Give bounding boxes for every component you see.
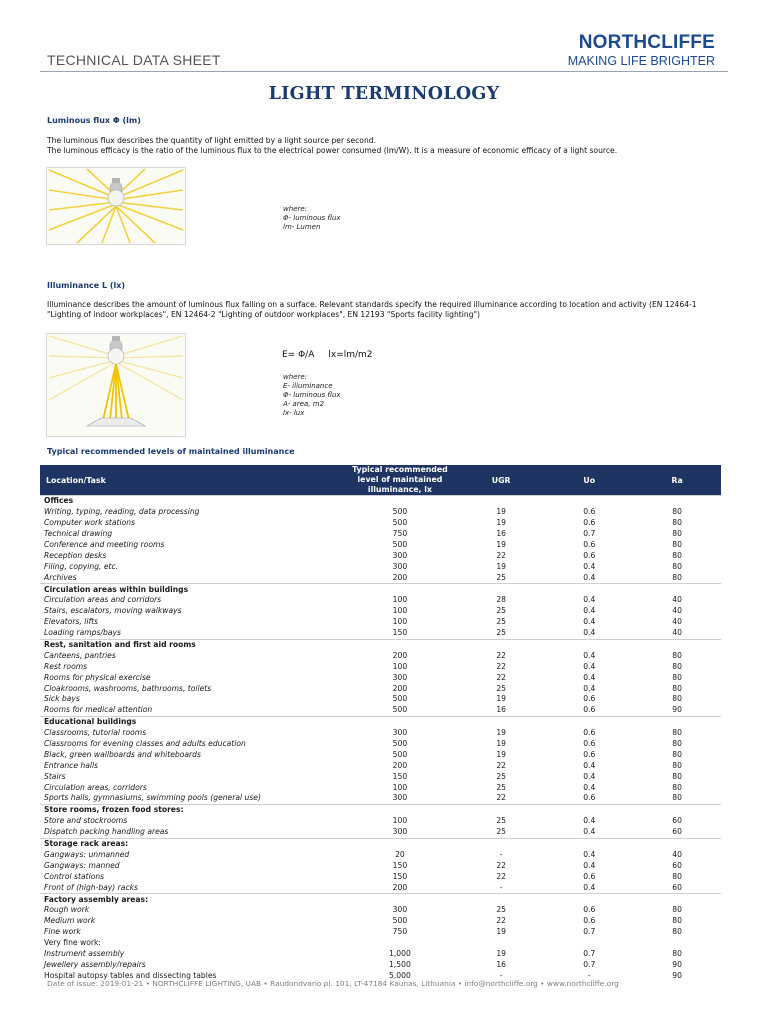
brand-logo — [568, 33, 715, 69]
ugr-cell: 25 — [496, 572, 506, 582]
column-header-uo: Uo — [545, 465, 633, 496]
table-row — [40, 650, 721, 661]
ra-cell: 40 — [672, 606, 682, 616]
ra-cell: 80 — [672, 507, 682, 517]
formula-unit: lx=lm/m2 — [328, 350, 373, 360]
location-cell: Entrance halls — [44, 760, 99, 770]
uo-cell: 0.4 — [583, 683, 596, 693]
uo-cell: 0.4 — [583, 595, 596, 605]
ugr-cell: 25 — [496, 628, 506, 638]
illuminance-cell: 500 — [392, 739, 408, 749]
uo-cell: 0.4 — [583, 860, 596, 870]
ra-cell: 80 — [672, 683, 682, 693]
category-label: Factory assembly areas: — [40, 894, 721, 905]
ugr-cell: 25 — [496, 816, 506, 826]
uo-cell: 0.7 — [583, 959, 596, 969]
location-cell: Classrooms for evening classes and adults education — [44, 739, 246, 749]
illuminance-cell: 200 — [392, 650, 408, 660]
location-cell: Canteens, pantries — [44, 650, 116, 660]
illuminance-cell: 100 — [392, 595, 408, 605]
table-row — [40, 572, 721, 583]
illuminance-cell: 750 — [392, 927, 408, 937]
illuminance-text: Illuminance describes the amount of luminous flux falling on a surface. Relevant standards specify the required illuminance according to location and activity (EN 12464-1 "Lighting of indoor workplaces", EN 12464-2 "Lighting of outdoor workplaces", EN 12193 "Sports facility lighting") — [47, 300, 697, 319]
illuminance-cell: 100 — [392, 661, 408, 671]
uo-cell: 0.6 — [583, 507, 596, 517]
uo-cell: 0.4 — [583, 572, 596, 582]
ra-cell: 80 — [672, 518, 682, 528]
ugr-cell: 22 — [496, 550, 506, 560]
location-cell: Black, green wallboards and whiteboards — [44, 749, 201, 759]
illuminance-cell: 150 — [392, 628, 408, 638]
location-cell: Writing, typing, reading, data processing — [44, 507, 200, 517]
legend-line: lx- lux — [283, 409, 305, 417]
table-row — [40, 782, 721, 793]
uo-cell: 0.4 — [583, 782, 596, 792]
uo-cell: 0.4 — [583, 606, 596, 616]
table-heading: Typical recommended levels of maintained illuminance — [47, 447, 295, 456]
table-row — [40, 694, 721, 705]
ra-cell: 80 — [672, 540, 682, 549]
illuminance-cell: 500 — [392, 507, 408, 517]
luminous-flux-text-1: The luminous flux describes the quantity of light emitted by a light source per second. — [47, 136, 376, 145]
table-row — [40, 871, 721, 882]
location-cell: Technical drawing — [44, 529, 113, 539]
location-cell: Rooms for medical attention — [44, 705, 153, 715]
category-label: Educational buildings — [40, 716, 721, 727]
table-row — [40, 882, 721, 893]
illuminance-cell: 200 — [392, 572, 408, 582]
table-row — [40, 518, 721, 529]
illuminance-cell: 100 — [392, 782, 408, 792]
table-row — [40, 793, 721, 804]
illuminance-cell: 100 — [392, 606, 408, 616]
uo-cell: 0.4 — [583, 617, 596, 627]
table-row — [40, 705, 721, 716]
ra-cell: 80 — [672, 916, 682, 926]
ra-cell: 60 — [672, 827, 682, 837]
legend-line: where: — [283, 205, 308, 213]
ra-cell: 80 — [672, 650, 682, 660]
ugr-cell: 25 — [496, 683, 506, 693]
uo-cell: 0.7 — [583, 948, 596, 958]
location-cell: Hospital autopsy tables and dissecting tables — [44, 970, 217, 980]
ugr-cell: 22 — [496, 871, 506, 881]
location-cell: Stairs — [44, 771, 66, 781]
ra-cell: 80 — [672, 871, 682, 881]
legend-line: E- illuminance — [283, 382, 333, 390]
ugr-cell: 16 — [496, 529, 506, 539]
table-category-row — [40, 838, 721, 849]
illuminance-cell: 500 — [392, 705, 408, 715]
ra-cell: 40 — [672, 595, 682, 605]
table-row — [40, 816, 721, 827]
location-cell: Elevators, lifts — [44, 617, 99, 627]
ra-cell — [633, 938, 721, 949]
ra-cell: 80 — [672, 793, 682, 803]
table-category-row — [40, 639, 721, 650]
ugr-cell: 28 — [496, 595, 506, 605]
table-row — [40, 905, 721, 916]
table-row — [40, 850, 721, 861]
table-row — [40, 628, 721, 639]
ugr-cell: - — [499, 849, 503, 859]
column-header-location: Location/Task — [40, 465, 343, 496]
location-cell: Very fine work: — [44, 938, 101, 948]
uo-cell: 0.4 — [583, 882, 596, 892]
ra-cell: 80 — [672, 739, 682, 749]
location-cell: Rough work — [44, 905, 90, 915]
table-category-row — [40, 584, 721, 595]
location-cell: Dispatch packing handling areas — [44, 827, 169, 837]
illuminance-cell: 5,000 — [389, 970, 411, 980]
luminous-flux-heading: Luminous flux Φ (lm) — [47, 116, 141, 125]
location-cell: Computer work stations — [44, 518, 136, 528]
table-row — [40, 540, 721, 551]
column-header-ugr: UGR — [457, 465, 545, 496]
location-cell: Control stations — [44, 871, 105, 881]
illuminance-formula — [282, 350, 373, 360]
ugr-cell: 25 — [496, 771, 506, 781]
table-row — [40, 606, 721, 617]
uo-cell: 0.6 — [583, 871, 596, 881]
ugr-cell — [457, 938, 545, 949]
location-cell: Cloakrooms, washrooms, bathrooms, toilets — [44, 683, 212, 693]
illuminance-cell: 500 — [392, 518, 408, 528]
ugr-cell: 19 — [496, 507, 506, 517]
ugr-cell: 22 — [496, 661, 506, 671]
ugr-cell: 25 — [496, 782, 506, 792]
luminous-flux-text-2: The luminous efficacy is the ratio of the luminous flux to the electrical power consumed (lm/W). It is a measure of economic efficacy of a light source. — [47, 146, 618, 155]
table-header-row — [40, 465, 721, 496]
table-row — [40, 595, 721, 606]
column-header-illuminance: Typical recommended level of maintained illuminance, lx — [343, 465, 457, 496]
category-label: Storage rack areas: — [40, 838, 721, 849]
location-cell: Instrument assembly — [44, 948, 125, 958]
ugr-cell: 19 — [496, 694, 506, 704]
bulb-rays-icon — [47, 168, 185, 244]
uo-cell: 0.4 — [583, 661, 596, 671]
illuminance-cell: 150 — [392, 871, 408, 881]
uo-cell: 0.6 — [583, 540, 596, 549]
ugr-cell: - — [499, 882, 503, 892]
table-row — [40, 661, 721, 672]
location-cell: Store and stockrooms — [44, 816, 128, 826]
table-row — [40, 938, 721, 949]
illuminance-cell: 1,000 — [389, 948, 411, 958]
ugr-cell: 25 — [496, 606, 506, 616]
ra-cell: 80 — [672, 529, 682, 539]
uo-cell: 0.4 — [583, 849, 596, 859]
uo-cell: 0.6 — [583, 518, 596, 528]
ra-cell: 80 — [672, 728, 682, 738]
bulb-surface-icon — [47, 334, 185, 436]
ra-cell: 80 — [672, 771, 682, 781]
legend-line: lm- Lumen — [283, 223, 321, 231]
table-row — [40, 916, 721, 927]
ugr-cell: 25 — [496, 827, 506, 837]
ra-cell: 80 — [672, 661, 682, 671]
table-row — [40, 529, 721, 540]
location-cell: Circulation areas, corridors — [44, 782, 147, 792]
location-cell: Sports halls, gymnasiums, swimming pools (general use) — [44, 793, 261, 803]
location-cell: Front of (high-bay) racks — [44, 882, 138, 892]
ugr-cell: 25 — [496, 617, 506, 627]
document-type: TECHNICAL DATA SHEET — [47, 52, 221, 68]
uo-cell: 0.4 — [583, 760, 596, 770]
location-cell: Conference and meeting rooms — [44, 540, 165, 549]
ugr-cell: 25 — [496, 905, 506, 915]
ra-cell: 80 — [672, 782, 682, 792]
table-row — [40, 683, 721, 694]
illuminance-cell: 300 — [392, 561, 408, 571]
ra-cell: 80 — [672, 550, 682, 560]
ugr-cell: 19 — [496, 749, 506, 759]
illuminance-legend — [283, 373, 341, 418]
illuminance-cell: 150 — [392, 860, 408, 870]
location-cell: Classrooms, tutorial rooms — [44, 728, 147, 738]
uo-cell: 0.6 — [583, 550, 596, 560]
illuminance-cell: 750 — [392, 529, 408, 539]
ugr-cell: 19 — [496, 540, 506, 549]
legend-line: where: — [283, 373, 308, 381]
ugr-cell: 16 — [496, 959, 506, 969]
uo-cell: 0.6 — [583, 694, 596, 704]
ugr-cell: 19 — [496, 561, 506, 571]
category-label: Rest, sanitation and first aid rooms — [40, 639, 721, 650]
uo-cell: 0.4 — [583, 771, 596, 781]
ugr-cell: 16 — [496, 705, 506, 715]
ra-cell: 60 — [672, 860, 682, 870]
ugr-cell: 22 — [496, 672, 506, 682]
ugr-cell: 22 — [496, 793, 506, 803]
table-row — [40, 617, 721, 628]
uo-cell: 0.6 — [583, 793, 596, 803]
illuminance-cell: 200 — [392, 760, 408, 770]
uo-cell: 0.6 — [583, 905, 596, 915]
column-header-ra: Ra — [633, 465, 721, 496]
location-cell: Medium work — [44, 916, 96, 926]
ra-cell: 40 — [672, 617, 682, 627]
brand-slogan: MAKING LIFE BRIGHTER — [567, 54, 715, 68]
ra-cell: 80 — [672, 760, 682, 770]
ugr-cell: 19 — [496, 518, 506, 528]
illuminance-cell: 200 — [392, 683, 408, 693]
category-label: Circulation areas within buildings — [40, 584, 721, 595]
brand-name: NORTHCLIFFE — [578, 32, 715, 53]
illuminance-cell: 500 — [392, 540, 408, 549]
ra-cell: 40 — [672, 849, 682, 859]
uo-cell: 0.6 — [583, 728, 596, 738]
table-row — [40, 739, 721, 750]
location-cell: Stairs, escalators, moving walkways — [44, 606, 182, 616]
legend-line: Φ- luminous flux — [283, 214, 341, 222]
table-body — [40, 496, 721, 982]
uo-cell: 0.4 — [583, 628, 596, 638]
header-divider — [40, 71, 728, 72]
location-cell: Archives — [44, 572, 77, 582]
location-cell: Gangways: manned — [44, 860, 120, 870]
ugr-cell: 22 — [496, 650, 506, 660]
table-row — [40, 507, 721, 518]
uo-cell — [545, 938, 633, 949]
uo-cell: 0.7 — [583, 927, 596, 937]
luminous-flux-illustration — [46, 167, 186, 245]
uo-cell: 0.6 — [583, 916, 596, 926]
table-category-row — [40, 496, 721, 507]
ra-cell: 80 — [672, 561, 682, 571]
uo-cell: - — [587, 970, 591, 980]
ugr-cell: - — [499, 970, 503, 980]
category-label: Offices — [40, 496, 721, 507]
ra-cell: 80 — [672, 572, 682, 582]
table-row — [40, 860, 721, 871]
illuminance-cell: 300 — [392, 827, 408, 837]
uo-cell: 0.6 — [583, 705, 596, 715]
ra-cell: 90 — [672, 970, 682, 980]
illuminance-cell: 500 — [392, 749, 408, 759]
location-cell: Circulation areas and corridors — [44, 595, 162, 605]
ra-cell: 60 — [672, 882, 682, 892]
ra-cell: 80 — [672, 694, 682, 704]
illuminance-cell: 1,500 — [389, 959, 411, 969]
location-cell: Filing, copying, etc. — [44, 561, 119, 571]
table-row — [40, 749, 721, 760]
uo-cell: 0.6 — [583, 749, 596, 759]
table-row — [40, 672, 721, 683]
location-cell: Gangways: unmanned — [44, 849, 130, 859]
ra-cell: 90 — [672, 959, 682, 969]
uo-cell: 0.4 — [583, 650, 596, 660]
illuminance-illustration — [46, 333, 186, 437]
ra-cell: 80 — [672, 948, 682, 958]
uo-cell: 0.4 — [583, 816, 596, 826]
table-row — [40, 771, 721, 782]
table-category-row — [40, 894, 721, 905]
ugr-cell: 22 — [496, 916, 506, 926]
illuminance-table — [40, 465, 721, 981]
location-cell: Rest rooms — [44, 661, 88, 671]
legend-line: A- area, m2 — [283, 400, 325, 408]
uo-cell: 0.4 — [583, 672, 596, 682]
ra-cell: 90 — [672, 705, 682, 715]
ugr-cell: 19 — [496, 739, 506, 749]
ra-cell: 80 — [672, 749, 682, 759]
ugr-cell: 22 — [496, 760, 506, 770]
ra-cell: 80 — [672, 672, 682, 682]
location-cell: Sick bays — [44, 694, 80, 704]
uo-cell: 0.6 — [583, 739, 596, 749]
location-cell: Reception desks — [44, 550, 107, 560]
legend-line: Φ- luminous flux — [283, 391, 341, 399]
table-category-row — [40, 804, 721, 815]
illuminance-cell: 300 — [392, 672, 408, 682]
page-title: LIGHT TERMINOLOGY — [268, 84, 500, 104]
category-label: Store rooms, frozen food stores: — [40, 804, 721, 815]
illuminance-cell: 300 — [392, 728, 408, 738]
table-row — [40, 550, 721, 561]
page-footer: Date of issue: 2019-01-21 • NORTHCLIFFE LIGHTING, UAB • Raudondvario pl. 101, LT-47184 Kaunas, Lithuania • info@northcliffe.org • www.northcliffe.org — [47, 979, 619, 988]
illuminance-heading: Illuminance L (lx) — [47, 281, 126, 290]
illuminance-cell: 20 — [395, 849, 405, 859]
illuminance-cell: 300 — [392, 793, 408, 803]
illuminance-cell: 100 — [392, 816, 408, 826]
table-row — [40, 561, 721, 572]
table-row — [40, 959, 721, 970]
location-cell: Fine work — [44, 927, 81, 937]
ugr-cell: 19 — [496, 948, 506, 958]
illuminance-cell: 500 — [392, 916, 408, 926]
illuminance-cell — [343, 938, 457, 949]
illuminance-cell: 200 — [392, 882, 408, 892]
location-cell: Jewellery assembly/repairs — [44, 959, 146, 969]
uo-cell: 0.7 — [583, 529, 596, 539]
location-cell: Loading ramps/bays — [44, 628, 121, 638]
uo-cell: 0.4 — [583, 827, 596, 837]
table-row — [40, 760, 721, 771]
illuminance-cell: 150 — [392, 771, 408, 781]
ugr-cell: 19 — [496, 927, 506, 937]
uo-cell: 0.4 — [583, 561, 596, 571]
illuminance-cell: 300 — [392, 550, 408, 560]
table-category-row — [40, 716, 721, 727]
ra-cell: 80 — [672, 905, 682, 915]
ugr-cell: 22 — [496, 860, 506, 870]
ra-cell: 40 — [672, 628, 682, 638]
formula-expression: E= Φ/A — [282, 350, 315, 360]
location-cell: Rooms for physical exercise — [44, 672, 151, 682]
flux-legend — [283, 205, 341, 232]
illuminance-cell: 500 — [392, 694, 408, 704]
ugr-cell: 19 — [496, 728, 506, 738]
table-row — [40, 827, 721, 838]
table-row — [40, 927, 721, 938]
ra-cell: 80 — [672, 927, 682, 937]
illuminance-cell: 300 — [392, 905, 408, 915]
table-row — [40, 728, 721, 739]
table-row — [40, 949, 721, 960]
ra-cell: 60 — [672, 816, 682, 826]
illuminance-cell: 100 — [392, 617, 408, 627]
